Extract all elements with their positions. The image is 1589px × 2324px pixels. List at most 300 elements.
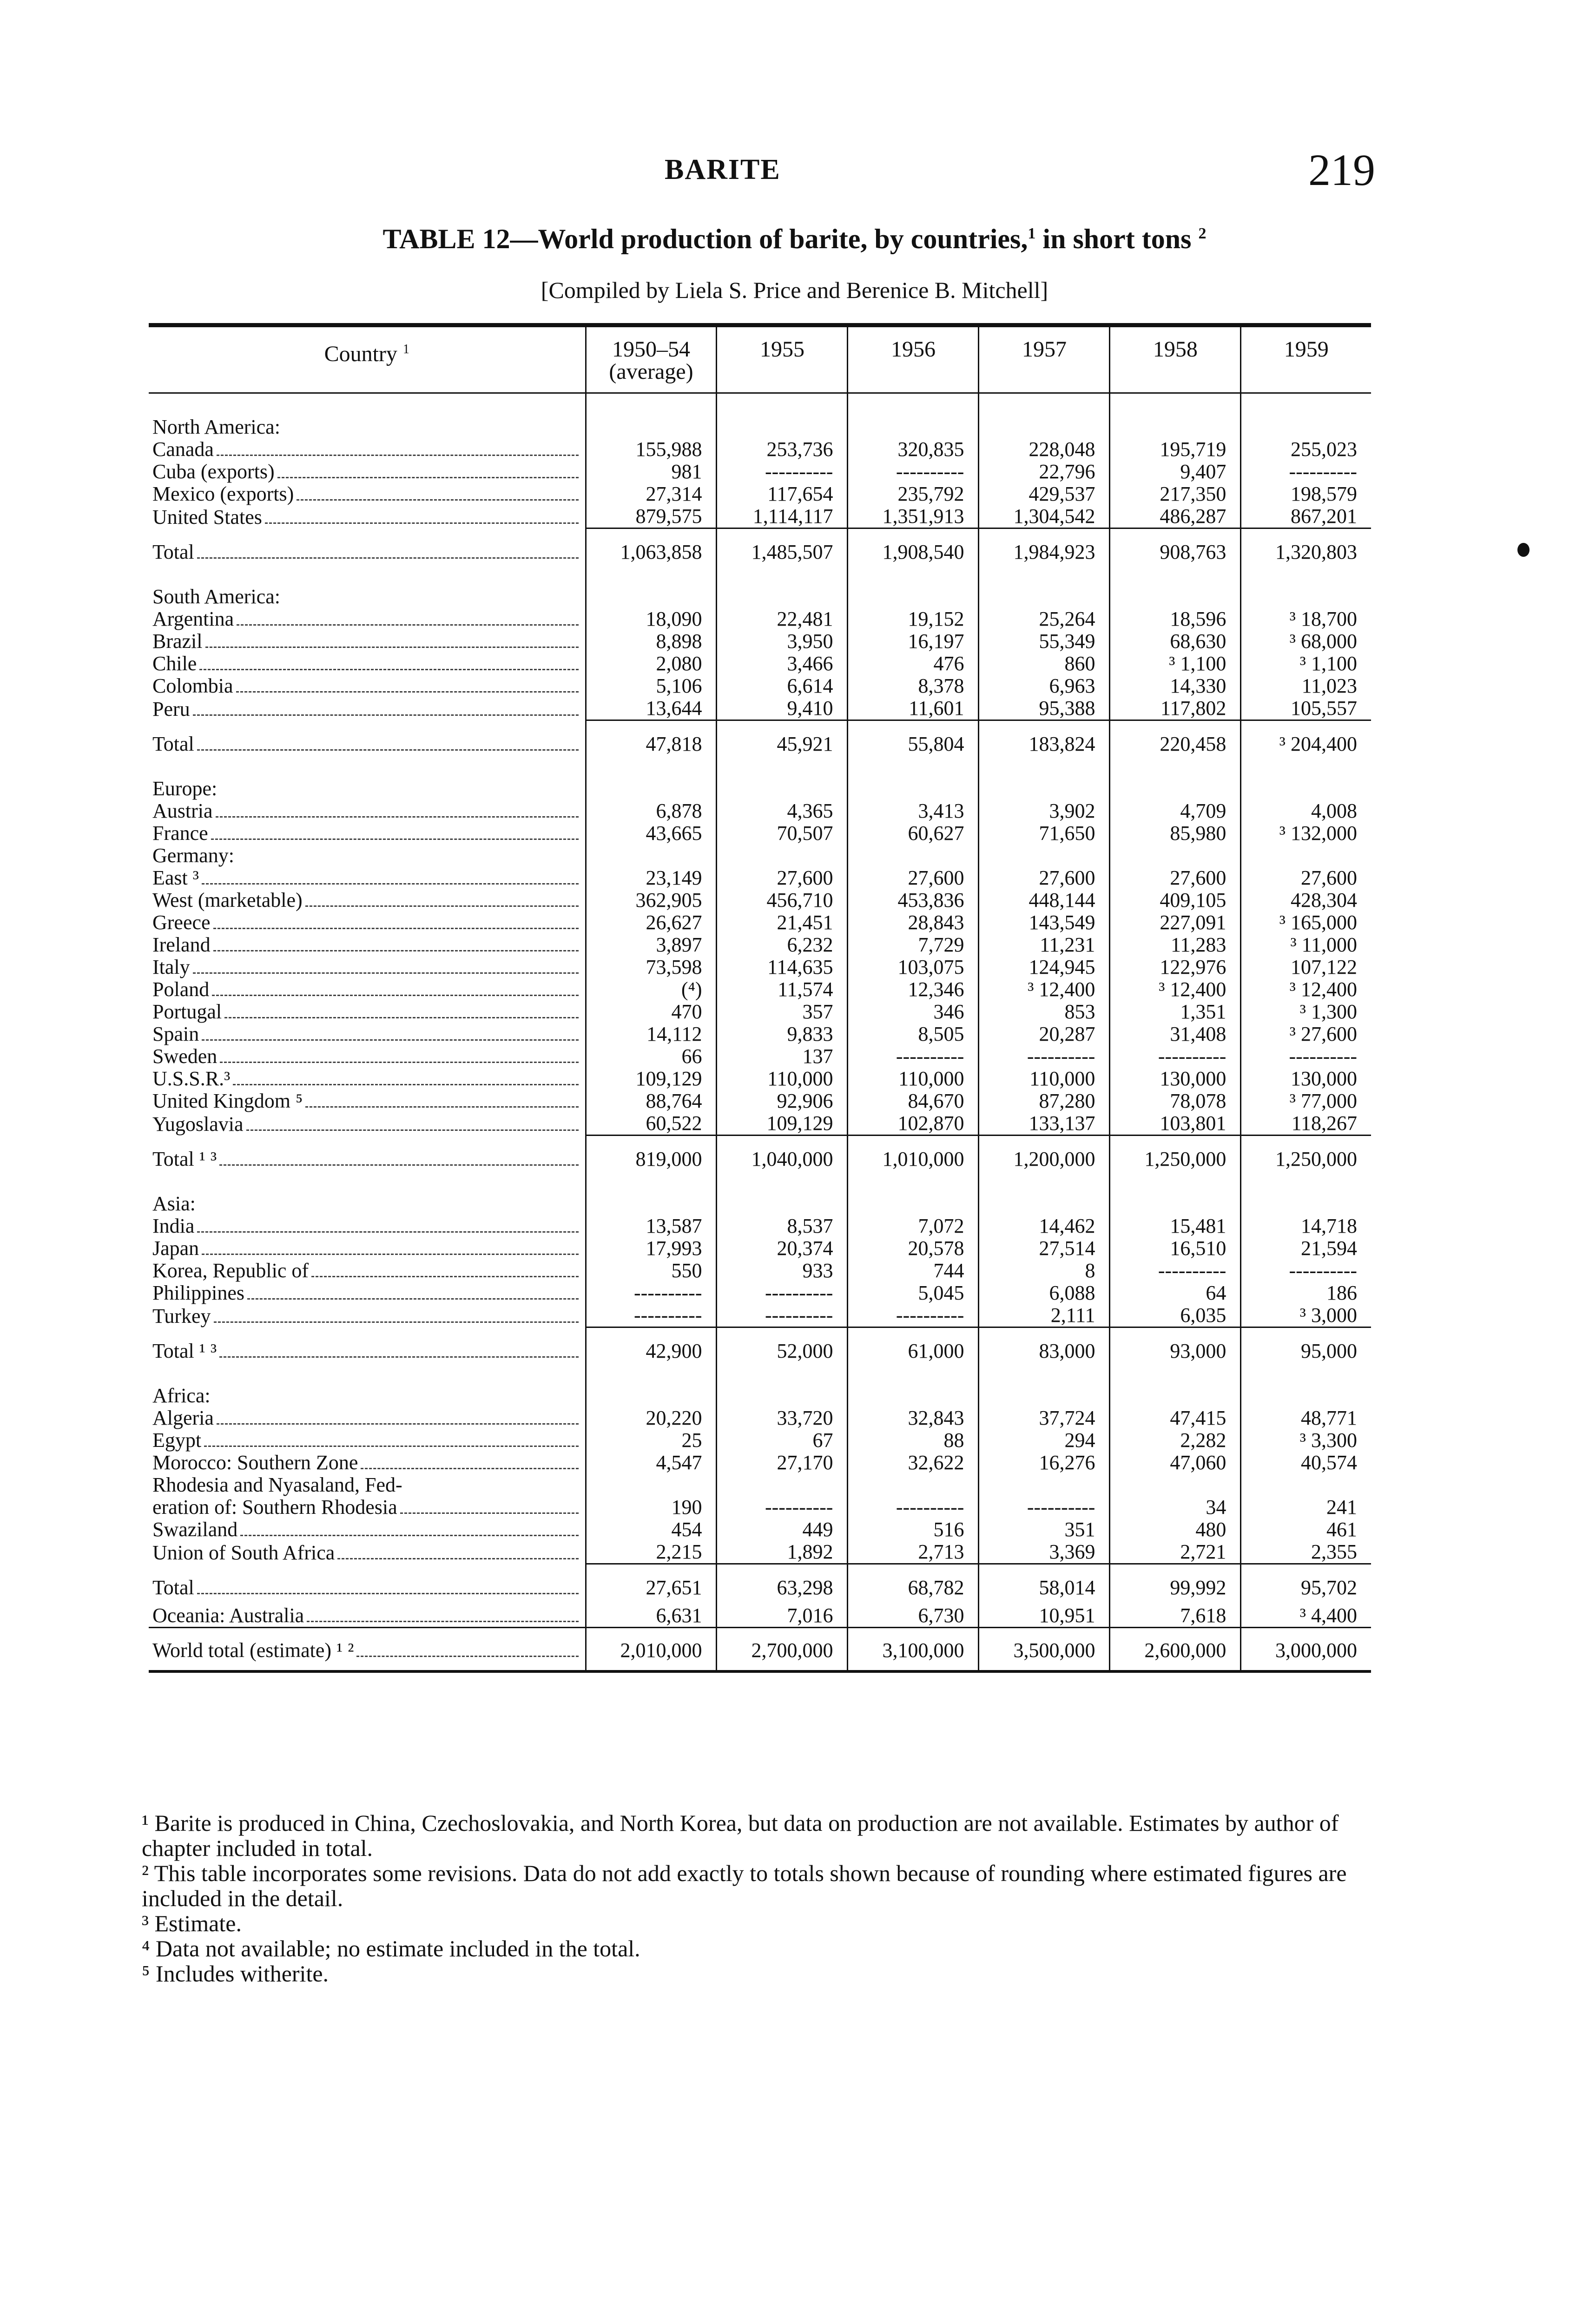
row-yugoslavia	[149, 1112, 1371, 1136]
value-1955: ----------	[717, 461, 848, 483]
value-1957: 448,144	[979, 889, 1110, 911]
value-1957: 20,287	[979, 1023, 1110, 1045]
value-1957: 3,500,000	[979, 1628, 1110, 1672]
row-na-total	[149, 528, 1371, 569]
group-north-america: North America:	[149, 393, 1371, 439]
value-1956: 68,782	[848, 1564, 979, 1605]
header-country: Country $^1$	[149, 325, 586, 393]
country-name	[149, 1215, 586, 1237]
value-1958: 486,287	[1110, 505, 1241, 528]
row-oceania	[149, 1604, 1371, 1628]
running-head	[0, 145, 1589, 205]
value-1958: 99,992	[1110, 1564, 1241, 1605]
value-1950-54: 5,106	[586, 675, 717, 697]
value-1957: ----------	[979, 1045, 1110, 1068]
country-name	[149, 822, 586, 845]
country-name	[149, 956, 586, 978]
value-1955: 21,451	[717, 911, 848, 934]
value-1959: ³ 12,400	[1241, 978, 1371, 1001]
value-1956: 8,378	[848, 675, 979, 697]
value-1956: 7,729	[848, 934, 979, 956]
value-1959: 95,702	[1241, 1564, 1371, 1605]
value-1956: 60,627	[848, 822, 979, 845]
value-1955: 117,654	[717, 483, 848, 505]
value-1956: 20,578	[848, 1237, 979, 1260]
value-1955: 67	[717, 1429, 848, 1452]
country-label: Peru	[152, 698, 190, 720]
row-south-africa	[149, 1541, 1371, 1564]
country-name	[149, 1023, 586, 1045]
leader-dots	[205, 647, 579, 648]
value-1950-54: 13,644	[586, 697, 717, 720]
leader-dots	[211, 838, 579, 840]
row-cuba	[149, 461, 1371, 483]
value-1959: ³ 77,000	[1241, 1090, 1371, 1112]
value-1956: 32,843	[848, 1407, 979, 1429]
value-1950-54: 88,764	[586, 1090, 717, 1112]
country-label: East ³	[152, 867, 199, 889]
value-1955: 357	[717, 1001, 848, 1023]
country-name	[149, 483, 586, 505]
leader-dots	[236, 691, 579, 693]
row-france	[149, 822, 1371, 845]
country-name	[149, 867, 586, 889]
country-label: West (marketable)	[152, 889, 303, 911]
value-1956: 346	[848, 1001, 979, 1023]
country-name	[149, 911, 586, 934]
country-label: Spain	[152, 1023, 199, 1045]
value-1959: ³ 68,000	[1241, 630, 1371, 653]
group-south-america: South America:	[149, 569, 1371, 608]
value-1958: 64	[1110, 1282, 1241, 1304]
value-1957: ----------	[979, 1496, 1110, 1519]
value-1955: 456,710	[717, 889, 848, 911]
value-1959: ³ 204,400	[1241, 720, 1371, 761]
row-world	[149, 1628, 1371, 1672]
value-1958: 93,000	[1110, 1327, 1241, 1368]
value-1957: 294	[979, 1429, 1110, 1452]
country-name	[149, 675, 586, 697]
value-1955: 9,410	[717, 697, 848, 720]
value-1959: ³ 27,600	[1241, 1023, 1371, 1045]
value-1956: 320,835	[848, 438, 979, 461]
value-1955: 27,170	[717, 1452, 848, 1474]
country-name	[149, 889, 586, 911]
row-germany: Germany:	[149, 845, 1371, 867]
row-as-total	[149, 1327, 1371, 1368]
value-1955: 449	[717, 1519, 848, 1541]
country-label: Union of South Africa	[152, 1541, 335, 1564]
row-italy	[149, 956, 1371, 978]
row-ireland	[149, 934, 1371, 956]
leader-dots	[197, 1593, 579, 1594]
leader-dots	[224, 1017, 578, 1018]
value-1957: 10,951	[979, 1604, 1110, 1628]
value-1956: ----------	[848, 461, 979, 483]
value-1956: 11,601	[848, 697, 979, 720]
value-1957: 124,945	[979, 956, 1110, 978]
value-1957: 27,514	[979, 1237, 1110, 1260]
value-1958: 4,709	[1110, 800, 1241, 822]
value-1950-54: 43,665	[586, 822, 717, 845]
value-1955: ----------	[717, 1304, 848, 1327]
value-1958: ³ 1,100	[1110, 653, 1241, 675]
value-1958: 195,719	[1110, 438, 1241, 461]
country-name	[149, 1519, 586, 1541]
row-rhodesia-line1: Rhodesia and Nyasaland, Fed-	[149, 1474, 1371, 1496]
country-name	[149, 1327, 586, 1368]
value-1955: 6,614	[717, 675, 848, 697]
row-swaziland	[149, 1519, 1371, 1541]
value-1958: 908,763	[1110, 528, 1241, 569]
leader-dots	[247, 1298, 578, 1300]
value-1957: 143,549	[979, 911, 1110, 934]
leader-dots	[202, 1039, 578, 1041]
value-1958: 480	[1110, 1519, 1241, 1541]
value-1959: ³ 1,300	[1241, 1001, 1371, 1023]
value-1955: 4,365	[717, 800, 848, 822]
value-1956: 27,600	[848, 867, 979, 889]
row-sweden	[149, 1045, 1371, 1068]
country-name	[149, 1090, 586, 1112]
country-name	[149, 1282, 586, 1304]
value-1959: ----------	[1241, 1045, 1371, 1068]
row-japan	[149, 1237, 1371, 1260]
value-1958: 6,035	[1110, 1304, 1241, 1327]
value-1955: 3,950	[717, 630, 848, 653]
value-1959: 1,320,803	[1241, 528, 1371, 569]
value-1957: 58,014	[979, 1564, 1110, 1605]
country-name	[149, 438, 586, 461]
value-1959: 2,355	[1241, 1541, 1371, 1564]
footnote-4: ⁴ Data not available; no estimate included in the total.	[142, 1935, 640, 1961]
value-1950-54: 1,063,858	[586, 528, 717, 569]
value-1956: 516	[848, 1519, 979, 1541]
value-1950-54: 25	[586, 1429, 717, 1452]
value-1956: 453,836	[848, 889, 979, 911]
country-label: World total (estimate) ¹ ²	[152, 1639, 354, 1662]
value-1956: 88	[848, 1429, 979, 1452]
value-1957: 860	[979, 653, 1110, 675]
row-chile	[149, 653, 1371, 675]
header-1957: 1957	[979, 325, 1110, 393]
leader-dots	[193, 972, 579, 974]
value-1958: 227,091	[1110, 911, 1241, 934]
value-1959: 1,250,000	[1241, 1136, 1371, 1176]
value-1955: 114,635	[717, 956, 848, 978]
country-name	[149, 528, 586, 569]
header-1959: 1959	[1241, 325, 1371, 393]
country-label: Total ¹ ³	[152, 1340, 217, 1362]
value-1950-54: 2,215	[586, 1541, 717, 1564]
header-1956: 1956	[848, 325, 979, 393]
value-1956: 1,010,000	[848, 1136, 979, 1176]
country-name	[149, 800, 586, 822]
value-1958: 2,721	[1110, 1541, 1241, 1564]
value-1956: 3,100,000	[848, 1628, 979, 1672]
value-1956: 5,045	[848, 1282, 979, 1304]
value-1956: 102,870	[848, 1112, 979, 1136]
country-label: Egypt	[152, 1429, 202, 1452]
country-name	[149, 1045, 586, 1068]
footnotes	[142, 1810, 1364, 1986]
country-name	[149, 1407, 586, 1429]
value-1955: 137	[717, 1045, 848, 1068]
country-name	[149, 608, 586, 630]
value-1950-54: 6,631	[586, 1604, 717, 1628]
value-1955: 9,833	[717, 1023, 848, 1045]
value-1959: 241	[1241, 1496, 1371, 1519]
row-austria	[149, 800, 1371, 822]
value-1956: 28,843	[848, 911, 979, 934]
header-1955: 1955	[717, 325, 848, 393]
country-name	[149, 934, 586, 956]
country-label: Total	[152, 733, 194, 755]
country-name	[149, 697, 586, 720]
value-1950-54: 2,080	[586, 653, 717, 675]
value-1958: ----------	[1110, 1045, 1241, 1068]
value-1950-54: 8,898	[586, 630, 717, 653]
leader-dots	[212, 995, 578, 996]
leader-dots	[197, 557, 579, 559]
country-name	[149, 978, 586, 1001]
country-label: Chile	[152, 653, 197, 675]
value-1956: 1,908,540	[848, 528, 979, 569]
value-1959: 11,023	[1241, 675, 1371, 697]
leader-dots	[219, 1164, 578, 1166]
leader-dots	[277, 477, 579, 478]
country-name	[149, 505, 586, 528]
leader-dots	[202, 883, 579, 885]
country-label: Total ¹ ³	[152, 1148, 217, 1170]
footnote-2: ² This table incorporates some revisions. Data do not add exactly to totals shown because of rounding where estimated figures are included in the detail.	[142, 1860, 1347, 1911]
country-name	[149, 1452, 586, 1474]
leader-dots	[214, 1321, 579, 1323]
value-1959: 40,574	[1241, 1452, 1371, 1474]
value-1957: 95,388	[979, 697, 1110, 720]
row-india	[149, 1215, 1371, 1237]
value-1955: 70,507	[717, 822, 848, 845]
value-1956: 19,152	[848, 608, 979, 630]
country-name	[149, 1564, 586, 1605]
value-1950-54: 47,818	[586, 720, 717, 761]
row-algeria	[149, 1407, 1371, 1429]
value-1955: 253,736	[717, 438, 848, 461]
value-1958: 1,250,000	[1110, 1136, 1241, 1176]
value-1950-54: 454	[586, 1519, 717, 1541]
value-1957: 22,796	[979, 461, 1110, 483]
value-1950-54: 6,878	[586, 800, 717, 822]
value-1955: 109,129	[717, 1112, 848, 1136]
value-1959: ³ 165,000	[1241, 911, 1371, 934]
group-africa: Africa:	[149, 1368, 1371, 1407]
value-1957: 6,088	[979, 1282, 1110, 1304]
value-1955: 1,114,117	[717, 505, 848, 528]
value-1957: 83,000	[979, 1327, 1110, 1368]
country-label: United Kingdom ⁵	[152, 1090, 303, 1112]
value-1957: 27,600	[979, 867, 1110, 889]
value-1958: 14,330	[1110, 675, 1241, 697]
value-1958: 31,408	[1110, 1023, 1241, 1045]
leader-dots	[305, 1106, 578, 1108]
value-1956: 1,351,913	[848, 505, 979, 528]
value-1957: 853	[979, 1001, 1110, 1023]
country-label: Turkey	[152, 1305, 211, 1327]
value-1958: 16,510	[1110, 1237, 1241, 1260]
value-1959: 3,000,000	[1241, 1628, 1371, 1672]
country-label: eration of: Southern Rhodesia	[152, 1496, 397, 1519]
value-1950-54: ----------	[586, 1304, 717, 1327]
value-1950-54: 42,900	[586, 1327, 717, 1368]
value-1955: 1,892	[717, 1541, 848, 1564]
leader-dots	[307, 1621, 578, 1622]
row-uk	[149, 1090, 1371, 1112]
value-1950-54: 20,220	[586, 1407, 717, 1429]
value-1958: 103,801	[1110, 1112, 1241, 1136]
row-us	[149, 505, 1371, 528]
value-1955: 7,016	[717, 1604, 848, 1628]
row-morocco	[149, 1452, 1371, 1474]
leader-dots	[305, 905, 579, 907]
value-1956: 3,413	[848, 800, 979, 822]
value-1959: ³ 11,000	[1241, 934, 1371, 956]
value-1959: 107,122	[1241, 956, 1371, 978]
value-1958: 34	[1110, 1496, 1241, 1519]
value-1957: 228,048	[979, 438, 1110, 461]
value-1957: 25,264	[979, 608, 1110, 630]
value-1959: 118,267	[1241, 1112, 1371, 1136]
country-name	[149, 1136, 586, 1176]
value-1950-54: 27,651	[586, 1564, 717, 1605]
leader-dots	[311, 1276, 579, 1277]
value-1958: 409,105	[1110, 889, 1241, 911]
production-table	[149, 323, 1371, 1673]
value-1958: 130,000	[1110, 1068, 1241, 1090]
country-label: Austria	[152, 800, 213, 822]
footnote-1: ¹ Barite is produced in China, Czechoslovakia, and North Korea, but data on production are not available. Estimates by author of chapter included in total.	[142, 1810, 1339, 1861]
value-1959: 198,579	[1241, 483, 1371, 505]
leader-dots	[337, 1558, 578, 1559]
country-label: Korea, Republic of	[152, 1260, 309, 1282]
value-1957: 14,462	[979, 1215, 1110, 1237]
row-poland	[149, 978, 1371, 1001]
leader-dots	[219, 1356, 578, 1358]
row-peru	[149, 697, 1371, 720]
leader-dots	[233, 1084, 578, 1085]
value-1958: 117,802	[1110, 697, 1241, 720]
leader-dots	[240, 1535, 578, 1536]
value-1958: 217,350	[1110, 483, 1241, 505]
value-1959: ³ 1,100	[1241, 653, 1371, 675]
leader-dots	[213, 928, 579, 929]
value-1958: 9,407	[1110, 461, 1241, 483]
value-1958: 18,596	[1110, 608, 1241, 630]
value-1956: 103,075	[848, 956, 979, 978]
leader-dots	[297, 499, 578, 501]
country-label: U.S.S.R.³	[152, 1068, 231, 1090]
header-row	[149, 325, 1371, 393]
row-brazil	[149, 630, 1371, 653]
value-1950-54: 3,897	[586, 934, 717, 956]
leader-dots	[265, 522, 579, 524]
leader-dots	[216, 816, 579, 818]
row-portugal	[149, 1001, 1371, 1023]
country-label: India	[152, 1215, 195, 1237]
margin-dot	[1517, 543, 1530, 557]
country-label: Sweden	[152, 1045, 218, 1068]
value-1957: 429,537	[979, 483, 1110, 505]
value-1956: 84,670	[848, 1090, 979, 1112]
leader-dots	[204, 1446, 578, 1447]
row-west	[149, 889, 1371, 911]
value-1955: 27,600	[717, 867, 848, 889]
leader-dots	[197, 749, 579, 751]
value-1958: 78,078	[1110, 1090, 1241, 1112]
value-1958: 85,980	[1110, 822, 1241, 845]
country-name	[149, 1304, 586, 1327]
row-colombia	[149, 675, 1371, 697]
value-1950-54: 14,112	[586, 1023, 717, 1045]
group-asia: Asia:	[149, 1176, 1371, 1215]
country-label: Italy	[152, 956, 190, 978]
country-name	[149, 653, 586, 675]
value-1950-54: 66	[586, 1045, 717, 1068]
row-philippines	[149, 1282, 1371, 1304]
value-1956: 32,622	[848, 1452, 979, 1474]
country-name	[149, 1496, 586, 1519]
leader-dots	[202, 1254, 578, 1255]
country-name	[149, 1237, 586, 1260]
value-1957: 3,369	[979, 1541, 1110, 1564]
country-label: Mexico (exports)	[152, 483, 294, 505]
value-1958: 68,630	[1110, 630, 1241, 653]
value-1959: 428,304	[1241, 889, 1371, 911]
row-greece	[149, 911, 1371, 934]
value-1956: 744	[848, 1260, 979, 1282]
value-1957: ³ 12,400	[979, 978, 1110, 1001]
country-label: Canada	[152, 438, 214, 461]
country-name	[149, 1112, 586, 1136]
country-label: Argentina	[152, 608, 234, 630]
value-1955: 45,921	[717, 720, 848, 761]
country-label: Poland	[152, 978, 210, 1001]
country-label: United States	[152, 506, 262, 528]
value-1957: 1,200,000	[979, 1136, 1110, 1176]
country-label: Algeria	[152, 1407, 214, 1429]
leader-dots	[217, 1423, 579, 1425]
country-name	[149, 1541, 586, 1564]
value-1957: 11,231	[979, 934, 1110, 956]
section-name: BARITE	[665, 154, 781, 185]
value-1959: 21,594	[1241, 1237, 1371, 1260]
row-canada	[149, 438, 1371, 461]
value-1956: 55,804	[848, 720, 979, 761]
country-label: Japan	[152, 1237, 199, 1260]
value-1950-54: 4,547	[586, 1452, 717, 1474]
value-1959: 95,000	[1241, 1327, 1371, 1368]
value-1957: 2,111	[979, 1304, 1110, 1327]
value-1955: 2,700,000	[717, 1628, 848, 1672]
country-name	[149, 1604, 586, 1628]
leader-dots	[220, 1062, 578, 1063]
row-spain	[149, 1023, 1371, 1045]
value-1959: ----------	[1241, 461, 1371, 483]
value-1950-54: 362,905	[586, 889, 717, 911]
value-1958: 2,600,000	[1110, 1628, 1241, 1672]
country-name	[149, 1429, 586, 1452]
country-name	[149, 1628, 586, 1672]
value-1956: 2,713	[848, 1541, 979, 1564]
